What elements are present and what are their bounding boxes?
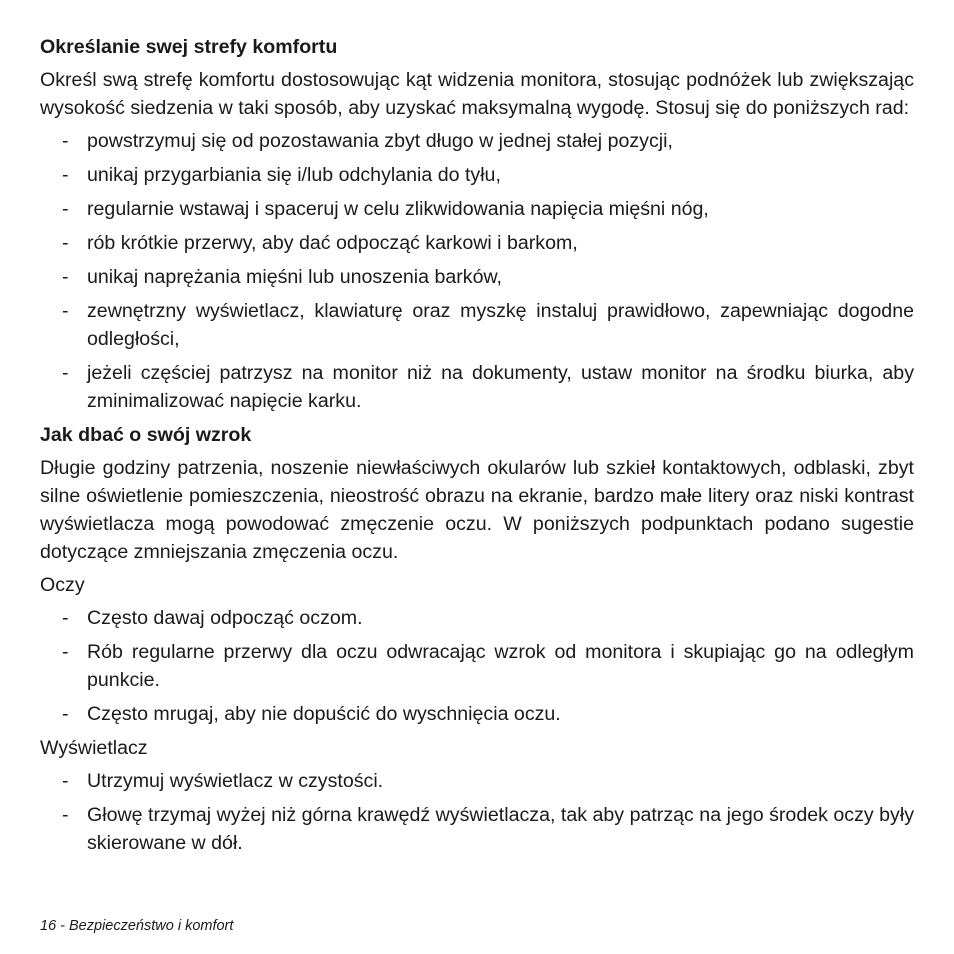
dash-bullet: - bbox=[62, 232, 69, 254]
list-item bbox=[40, 801, 914, 857]
list-item-text: Często dawaj odpocząć oczom. bbox=[87, 607, 363, 629]
dash-bullet: - bbox=[62, 164, 69, 186]
list-item bbox=[40, 638, 914, 694]
dash-bullet: - bbox=[62, 266, 69, 288]
list-item bbox=[40, 359, 914, 415]
list-item bbox=[40, 127, 914, 155]
list-item-text: unikaj przygarbiania się i/lub odchylania do tyłu, bbox=[87, 164, 501, 186]
list-item bbox=[40, 229, 914, 257]
list-item-text: Głowę trzymaj wyżej niż górna krawędź wyświetlacza, tak aby patrząc na jego środek oczy były skierowane w dół. bbox=[87, 804, 914, 854]
page-footer: 16 - Bezpieczeństwo i komfort bbox=[40, 918, 234, 934]
dash-bullet: - bbox=[62, 703, 69, 725]
list-item-text: regularnie wstawaj i spaceruj w celu zlikwidowania napięcia mięśni nóg, bbox=[87, 198, 709, 220]
list-item bbox=[40, 604, 914, 632]
comfort-zone-paragraph: Określ swą strefę komfortu dostosowując kąt widzenia monitora, stosując podnóżek lub zwiększając wysokość siedzenia w taki sposób, aby uzyskać maksymalną wygodę. Stosuj się do poniższych rad: bbox=[40, 69, 914, 119]
list-item-text: Utrzymuj wyświetlacz w czystości. bbox=[87, 770, 384, 792]
document-page bbox=[40, 33, 914, 863]
comfort-zone-list bbox=[40, 127, 914, 415]
subheading-eyes: Oczy bbox=[40, 574, 85, 596]
display-list bbox=[40, 767, 914, 857]
list-item-text: rób krótkie przerwy, aby dać odpocząć karkowi i barkom, bbox=[87, 232, 578, 254]
dash-bullet: - bbox=[62, 198, 69, 220]
list-item-text: jeżeli częściej patrzysz na monitor niż na dokumenty, ustaw monitor na środku biurka, aby zminimalizować napięcie karku. bbox=[87, 362, 914, 412]
dash-bullet: - bbox=[62, 130, 69, 152]
list-item bbox=[40, 767, 914, 795]
eyes-list bbox=[40, 604, 914, 728]
list-item-text: Rób regularne przerwy dla oczu odwracając wzrok od monitora i skupiając go na odległym punkcie. bbox=[87, 641, 914, 691]
dash-bullet: - bbox=[62, 362, 69, 384]
list-item bbox=[40, 161, 914, 189]
dash-bullet: - bbox=[62, 607, 69, 629]
list-item bbox=[40, 195, 914, 223]
dash-bullet: - bbox=[62, 641, 69, 663]
list-item-text: Często mrugaj, aby nie dopuścić do wyschnięcia oczu. bbox=[87, 703, 561, 725]
subheading-display: Wyświetlacz bbox=[40, 737, 148, 759]
dash-bullet: - bbox=[62, 770, 69, 792]
list-item-text: zewnętrzny wyświetlacz, klawiaturę oraz myszkę instaluj prawidłowo, zapewniając dogodne odległości, bbox=[87, 300, 914, 350]
dash-bullet: - bbox=[62, 804, 69, 826]
list-item bbox=[40, 297, 914, 353]
list-item bbox=[40, 700, 914, 728]
section-heading-comfort-zone: Określanie swej strefy komfortu bbox=[40, 36, 338, 58]
section-heading-eye-care: Jak dbać o swój wzrok bbox=[40, 424, 252, 446]
list-item-text: unikaj naprężania mięśni lub unoszenia barków, bbox=[87, 266, 502, 288]
list-item-text: powstrzymuj się od pozostawania zbyt długo w jednej stałej pozycji, bbox=[87, 130, 673, 152]
list-item bbox=[40, 263, 914, 291]
dash-bullet: - bbox=[62, 300, 69, 322]
eye-care-paragraph: Długie godziny patrzenia, noszenie niewłaściwych okularów lub szkieł kontaktowych, odblaski, zbyt silne oświetlenie pomieszczenia, nieostrość obrazu na ekranie, bardzo małe litery oraz niski kontrast wyświetlacza mogą powodować zmęczenie oczu. W poniższych podpunktach podano sugestie dotyczące zmniejszania zmęczenia oczu. bbox=[40, 457, 914, 563]
